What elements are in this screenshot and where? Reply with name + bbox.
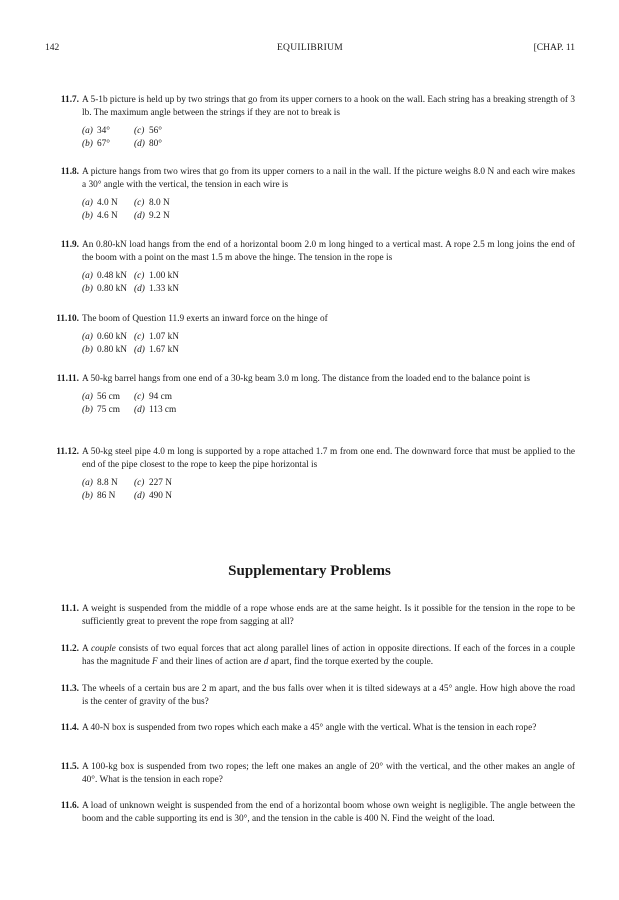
question-number: 11.12. (56, 447, 79, 457)
answer-choices (82, 270, 575, 295)
choice-label: (c) (134, 126, 145, 136)
choice-value: 94 cm (149, 392, 172, 402)
question-11-10 (45, 313, 575, 356)
choice-label: (c) (134, 392, 145, 402)
problem-text: The wheels of a certain bus are 2 m apart, and the bus falls over when it is tilted sideways at a 45° angle. How high above the road is the center of gravity of the bus? (82, 684, 575, 707)
choice-label: (a) (82, 332, 93, 342)
choice-label: (c) (134, 271, 145, 281)
choice-label: (c) (134, 332, 145, 342)
choice-label: (b) (82, 404, 93, 415)
text-segment: and their lines of action are (157, 657, 264, 667)
choice-label: (a) (82, 478, 93, 488)
supplementary-problem-11-2 (45, 643, 575, 669)
question-number: 11.11. (56, 374, 79, 384)
choice-value: 1.67 kN (149, 344, 179, 355)
choice-label: (b) (82, 138, 93, 149)
chapter-label: [CHAP. 11 (533, 43, 575, 53)
variable-d: d (263, 657, 269, 667)
text-segment: A (82, 644, 92, 654)
choice-value: 80° (149, 138, 163, 149)
question-text: An 0.80-kN load hangs from the end of a horizontal boom 2.0 m long hinged to a vertical mast. A rope 2.5 m long joins the end of the boom with a point on the mast 1.5 m above the hinge. The tension in the rope is (82, 240, 575, 263)
choice-label: (d) (134, 210, 145, 221)
choice-label: (d) (134, 283, 145, 294)
choice-label: (d) (134, 138, 145, 149)
supplementary-problem-11-6 (45, 800, 575, 826)
question-text: A picture hangs from two wires that go from its upper corners to a nail in the wall. If the picture weighs 8.0 N and each wire makes a 30° angle with the vertical, the tension in each wire is (82, 167, 575, 190)
question-11-9 (45, 239, 575, 295)
choice-value: 1.00 kN (149, 271, 179, 281)
problem-text: A load of unknown weight is suspended from the end of a horizontal boom whose own weight is negligible. The angle between the boom and the cable supporting its end is 30°, and the tension in the cable is 400 N. Find the weight of the load. (82, 801, 575, 824)
question-11-8 (45, 166, 575, 222)
problem-text: A 100-kg box is suspended from two ropes; the left one makes an angle of 20° with the vertical, and the other makes an angle of 40°. What is the tension in each rope? (82, 762, 575, 785)
problem-number: 11.2. (60, 644, 79, 654)
choice-value: 4.0 N (97, 198, 118, 208)
supplementary-problem-11-5 (45, 761, 575, 787)
choice-value: 0.80 kN (97, 283, 127, 294)
choice-value: 34° (97, 126, 111, 136)
problem-number: 11.5. (60, 762, 79, 772)
choice-value: 227 N (149, 478, 172, 488)
choice-label: (d) (134, 344, 145, 355)
choice-label: (d) (134, 490, 145, 501)
supplementary-problem-11-1 (45, 603, 575, 629)
text-segment: consists of two equal forces that act along parallel lines of action in opposite directions. If each of the forces in a couple has the magnitude (82, 644, 575, 667)
choice-value: 75 cm (97, 404, 120, 415)
answer-choices (82, 197, 575, 222)
question-11-12 (45, 446, 575, 502)
question-number: 11.10. (56, 314, 79, 324)
answer-choices (82, 477, 575, 502)
answer-choices (82, 391, 575, 416)
choice-value: 490 N (149, 490, 172, 501)
choice-label: (c) (134, 478, 145, 488)
choice-value: 8.0 N (149, 198, 170, 208)
choice-value: 56 cm (97, 392, 120, 402)
choice-value: 1.33 kN (149, 283, 179, 294)
variable-f: F (151, 657, 158, 667)
choice-value: 113 cm (149, 404, 177, 415)
choice-label: (b) (82, 283, 93, 294)
supplementary-problem-11-3 (45, 683, 575, 709)
page-header (45, 43, 575, 57)
choice-label: (b) (82, 490, 93, 501)
choice-value: 0.80 kN (97, 344, 127, 355)
section-title: Supplementary Problems (228, 563, 391, 579)
problem-number: 11.4. (60, 723, 79, 733)
emphasized-term: couple (91, 644, 116, 654)
choice-value: 86 N (97, 490, 116, 501)
problem-text: A 40-N box is suspended from two ropes which each make a 45° angle with the vertical. What is the tension in each rope? (82, 723, 537, 733)
choice-label: (c) (134, 198, 145, 208)
choice-label: (a) (82, 198, 93, 208)
page-number: 142 (45, 43, 60, 53)
question-11-7 (45, 94, 575, 150)
choice-label: (b) (82, 344, 93, 355)
question-11-11 (45, 373, 575, 416)
choice-label: (a) (82, 126, 93, 136)
choice-value: 56° (149, 126, 163, 136)
question-text: A 50-kg barrel hangs from one end of a 30-kg beam 3.0 m long. The distance from the loaded end to the balance point is (82, 374, 531, 384)
choice-value: 0.60 kN (97, 332, 127, 342)
choice-value: 1.07 kN (149, 332, 179, 342)
question-number: 11.7. (60, 95, 79, 105)
problem-text (82, 643, 575, 669)
choice-label: (a) (82, 271, 93, 281)
choice-value: 9.2 N (149, 210, 170, 221)
text-segment: apart, find the torque exerted by the couple. (268, 657, 434, 667)
supplementary-problem-11-4 (45, 722, 575, 735)
question-text: A 5-1b picture is held up by two strings that go from its upper corners to a hook on the wall. Each string has a breaking strength of 3 lb. The maximum angle between the strings if they are not to break is (82, 95, 575, 118)
choice-label: (d) (134, 404, 145, 415)
choice-label: (b) (82, 210, 93, 221)
question-text: A 50-kg steel pipe 4.0 m long is supported by a rope attached 1.7 m from one end. The downward force that must be applied to the end of the pipe closest to the rope to keep the pipe horizontal is (82, 447, 575, 470)
problem-text: A weight is suspended from the middle of a rope whose ends are at the same height. Is it possible for the tension in the rope to be sufficiently great to prevent the rope from sagging at all? (82, 604, 575, 627)
choice-value: 8.8 N (97, 478, 118, 488)
question-number: 11.8. (60, 167, 79, 177)
problem-number: 11.6. (60, 801, 79, 811)
answer-choices (82, 125, 575, 150)
problem-number: 11.3. (60, 684, 79, 694)
answer-choices (82, 331, 575, 356)
choice-value: 4.6 N (97, 210, 118, 221)
problem-number: 11.1. (60, 604, 79, 614)
running-title: EQUILIBRIUM (276, 43, 344, 53)
question-number: 11.9. (60, 240, 79, 250)
choice-label: (a) (82, 392, 93, 402)
choice-value: 0.48 kN (97, 271, 127, 281)
question-text: The boom of Question 11.9 exerts an inward force on the hinge of (82, 314, 328, 324)
choice-value: 67° (97, 138, 111, 149)
